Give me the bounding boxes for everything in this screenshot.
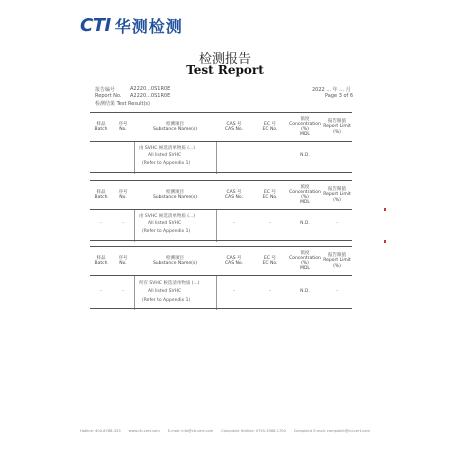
concentration-value: N.D.	[300, 153, 310, 158]
header-no: 序号 No.	[118, 255, 128, 266]
page-number: Page 3 of 6	[325, 93, 354, 99]
substance-line-1: 由 SVHC 候选清单物质 (...)	[139, 214, 196, 219]
footer-hotline: Hotline: 400-6788-333	[80, 429, 121, 433]
result-table-3	[90, 246, 352, 310]
ec-value: -	[269, 221, 271, 226]
cas-value: -	[233, 289, 235, 294]
margin-mark	[384, 240, 386, 243]
header-ec: EC 号 EC No.	[262, 189, 278, 200]
header-batch: 样品 Batch	[94, 121, 108, 132]
report-no-label-cn: 报告编号	[95, 87, 116, 93]
substance-line-2: All listed SVHC	[148, 153, 182, 158]
logo-chinese-text: 华测检测	[114, 16, 183, 36]
header-ec: EC 号 EC No.	[262, 121, 278, 132]
footer-complaint-hotline: Complaint Hotline: 0755-3368-1700	[221, 429, 286, 433]
report-title-cn: 检测报告	[198, 52, 251, 67]
header-concentration: 浓度 Concentration (%) MDL	[289, 184, 321, 206]
logo-latin-text: CTI	[80, 14, 111, 36]
header-cas: CAS 号 CAS No.	[225, 121, 243, 132]
concentration-value: N.D.	[300, 221, 310, 226]
concentration-value: N.D.	[300, 289, 310, 294]
header-cas: CAS 号 CAS No.	[225, 255, 243, 266]
header-no: 序号 No.	[118, 189, 128, 200]
report-no-value-2: A2220...0S1R0E	[130, 93, 171, 99]
report-no-value: A2220...0S1R0E	[130, 86, 171, 92]
substance-line-1: 由 SVHC 候选清单物质 (...)	[139, 146, 196, 151]
header-no: 序号 No.	[118, 121, 128, 132]
limit-value: -	[336, 289, 338, 294]
table-header	[90, 246, 352, 276]
report-title-en: Test Report	[186, 63, 264, 77]
table-body	[90, 276, 352, 310]
header-report-limit: 报告限值 Report Limit (%)	[323, 187, 351, 203]
header-concentration: 浓度 Concentration (%) MDL	[289, 116, 321, 138]
company-logo	[80, 15, 183, 35]
substance-line-3: (Refer to Appendix 1)	[142, 161, 191, 166]
substance-line-2: All listed SVHC	[148, 289, 182, 294]
table-header	[90, 180, 352, 210]
table-header	[90, 112, 352, 142]
header-substance: 检测项目 Substance Name(s)	[152, 255, 198, 266]
no-value: -	[122, 289, 124, 294]
table-body	[90, 142, 352, 174]
result-table-2	[90, 180, 352, 242]
header-report-limit: 报告限值 Report Limit (%)	[323, 119, 351, 135]
substance-line-1: 所有 SVHC 候选清单物质 (...)	[139, 281, 200, 286]
footer-website: www.cti-cert.com	[128, 429, 160, 433]
substance-line-3: (Refer to Appendix 1)	[142, 298, 191, 303]
footer-complaint-email: Complaint E-mail: complaint@cti-cert.com	[293, 429, 370, 433]
header-ec: EC 号 EC No.	[262, 255, 278, 266]
header-substance: 检测项目 Substance Name(s)	[152, 121, 198, 132]
result-table-1	[90, 112, 352, 174]
substance-line-3: (Refer to Appendix 1)	[142, 229, 191, 234]
margin-mark	[384, 208, 386, 211]
page-footer	[80, 429, 370, 433]
table-body	[90, 210, 352, 242]
header-concentration: 浓度 Concentration (%) MDL	[289, 250, 321, 272]
report-no-label-en: Report No.	[95, 93, 122, 99]
cas-value: -	[233, 221, 235, 226]
header-batch: 样品 Batch	[94, 255, 108, 266]
ec-value: -	[269, 289, 271, 294]
limit-value: -	[336, 221, 338, 226]
header-batch: 样品 Batch	[94, 189, 108, 200]
header-cas: CAS 号 CAS No.	[225, 189, 243, 200]
header-substance: 检测项目 Substance Name(s)	[152, 189, 198, 200]
batch-value: -	[100, 221, 102, 226]
report-date: 2022 ... 年 ... 月	[312, 87, 351, 93]
test-result-label: 检测结果 Test Result(s)	[95, 101, 150, 107]
substance-line-2: All listed SVHC	[148, 221, 182, 226]
footer-email: E-mail: info@cti-cert.com	[167, 429, 214, 433]
header-report-limit: 报告限值 Report Limit (%)	[323, 253, 351, 269]
no-value: -	[122, 221, 124, 226]
batch-value: -	[100, 289, 102, 294]
